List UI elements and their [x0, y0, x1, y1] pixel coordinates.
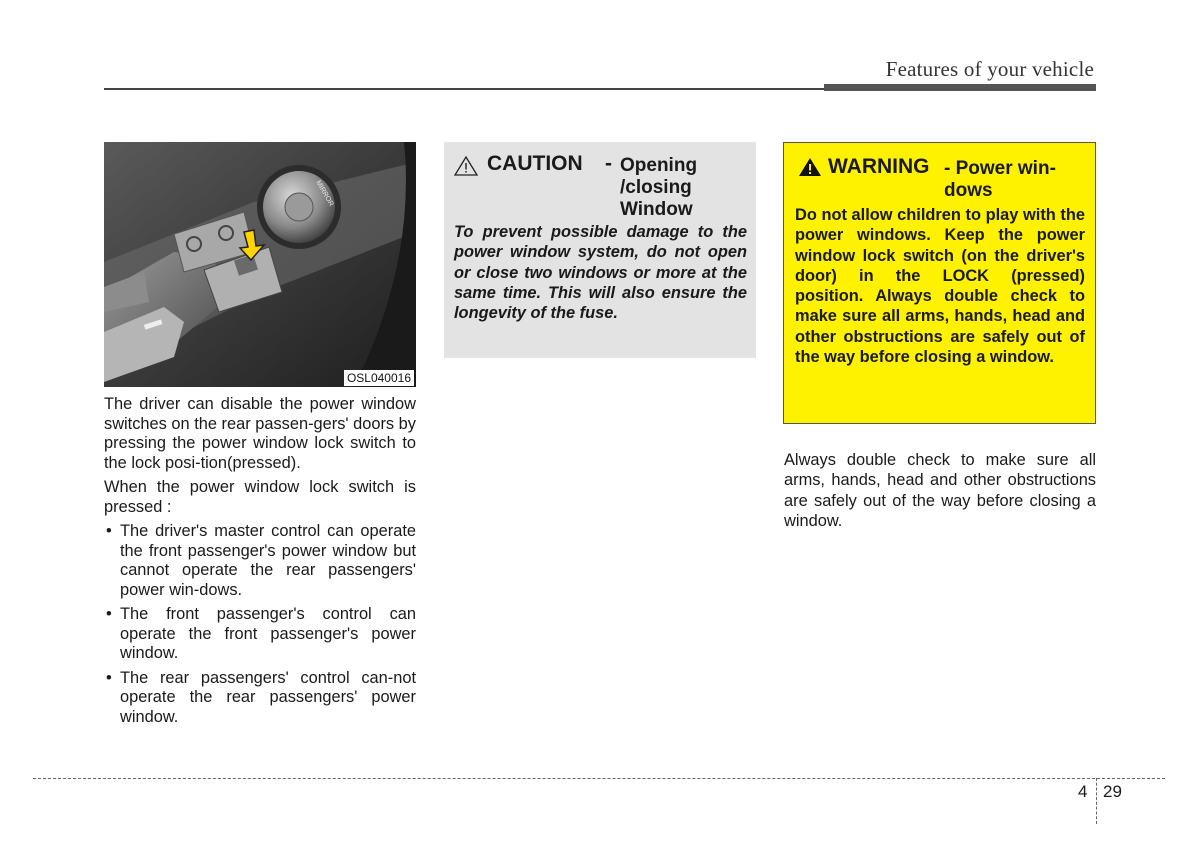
- column-1-text: [104, 395, 416, 732]
- warning-subtitle: - Power win- dows: [944, 158, 1056, 201]
- paragraph: The driver can disable the power window switches on the rear passen-gers' doors by pressing the power window lock switch to the lock posi-tion(pressed).: [104, 395, 416, 472]
- warning-triangle-icon: [798, 157, 822, 177]
- caution-subtitle: Opening /closing Window: [620, 155, 698, 220]
- paragraph: Always double check to make sure all arms, hands, head and other obstructions are safely out of the way before closing a window.: [784, 451, 1096, 530]
- list-item: • The rear passengers' control can-not operate the rear passengers' power window.: [104, 669, 416, 728]
- header-rule-accent: [824, 84, 1096, 91]
- warning-label: WARNING: [828, 155, 930, 178]
- header-rule: [104, 88, 824, 90]
- column-3-text: [784, 450, 1096, 531]
- caution-body: To prevent possible damage to the power window system, do not open or close two windows or more at the same time. This will also ensure the longevity of the fuse.: [454, 223, 747, 323]
- caution-box: [444, 142, 756, 358]
- paragraph: When the power window lock switch is pressed :: [104, 478, 416, 516]
- page-number: 29: [1103, 782, 1122, 801]
- list-item: • The driver's master control can operate the front passenger's power window but cannot operate the rear passengers' power win-dows.: [104, 522, 416, 600]
- footer-rule: [33, 778, 1165, 779]
- list-item: • The front passenger's control can operate the front passenger's power window.: [104, 605, 416, 664]
- caution-label: CAUTION: [487, 152, 583, 175]
- bullet-list: [104, 522, 416, 727]
- caution-dash: -: [605, 152, 612, 175]
- warning-body: Do not allow children to play with the power windows. Keep the power window lock switch (on the driver's door) in the LOCK (pressed) position. Always double check to make sure all arms, hands, head and other obstructions are safely out of the way before closing a window.: [795, 206, 1085, 367]
- warning-box: [783, 142, 1096, 424]
- page-header-title: Features of your vehicle: [885, 57, 1094, 81]
- mirror-label: MIRROR: [314, 179, 335, 208]
- section-number: 4: [1078, 782, 1088, 801]
- footer-divider: [1096, 778, 1097, 824]
- power-window-switch-photo: [104, 142, 416, 387]
- caution-triangle-icon: [454, 156, 478, 176]
- figure-code: OSL040016: [344, 370, 414, 386]
